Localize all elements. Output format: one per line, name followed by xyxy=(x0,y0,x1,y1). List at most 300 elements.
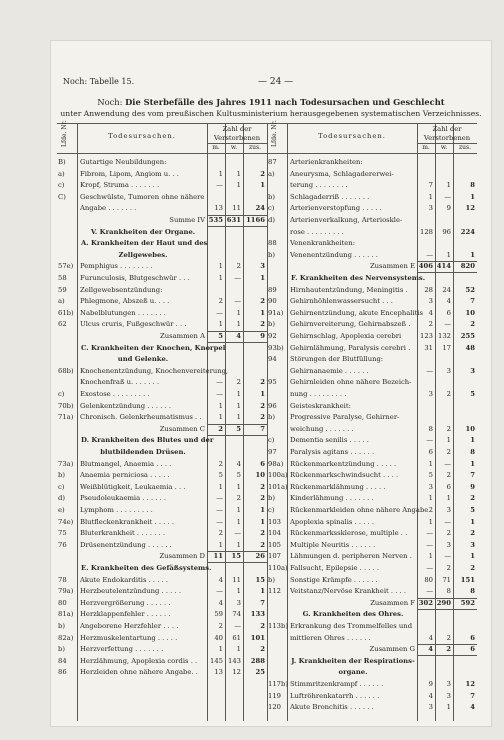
subtotal-label: Summe IV xyxy=(169,216,205,224)
count-w: 12 xyxy=(232,668,241,677)
row-code: b) xyxy=(268,320,276,329)
count-z: 1 xyxy=(470,436,475,445)
cause-name: Phlegmone, Abszeß u. . . . xyxy=(80,297,170,306)
count-m: 2 xyxy=(218,459,223,468)
count-w: 2 xyxy=(236,494,241,503)
count-m: — xyxy=(426,587,433,596)
cause-name: Gelenkentzündung . . . . . . xyxy=(80,401,171,410)
count-m: 4 xyxy=(428,645,433,654)
row-code: 88 xyxy=(268,239,277,248)
count-m: 1 xyxy=(428,494,433,503)
title-text: Die Sterbefälle des Jahres 1911 nach Todesursachen und Geschlecht xyxy=(125,97,445,107)
cause-name: Geschwülste, Tumoren ohne nähere xyxy=(80,192,205,201)
row-code: 92 xyxy=(268,332,277,340)
count-z: 10 xyxy=(255,471,265,480)
count-w: 414 xyxy=(436,262,451,271)
section-heading: E. Krankheiten des Gefäßsystems. xyxy=(81,564,212,572)
row-code: 112 xyxy=(268,587,281,596)
row-code: d) xyxy=(268,216,276,224)
subtotal-label: Zusammen A xyxy=(160,332,205,340)
count-w: 11 xyxy=(232,204,241,213)
count-m: 1 xyxy=(218,262,223,271)
sum-rule xyxy=(207,226,267,227)
header-top-rule xyxy=(57,123,267,124)
row-code: 84 xyxy=(58,656,67,665)
row-code: 62 xyxy=(58,320,67,329)
cause-name: Paralysis agitans . . . . . . xyxy=(290,448,375,456)
count-w: 3 xyxy=(446,691,451,700)
count-w: 1 xyxy=(446,494,451,503)
header-bottom-rule xyxy=(57,153,267,154)
row-code: 113b) xyxy=(268,622,288,630)
count-z: 8 xyxy=(470,181,475,190)
count-m: — xyxy=(216,517,223,526)
count-w: 290 xyxy=(436,598,451,607)
section-heading: A. Krankheiten der Haut und des xyxy=(81,239,208,248)
count-w: — xyxy=(444,552,451,561)
cause-name: Aneurysma, Schlagadererwei- xyxy=(290,169,394,178)
count-z: 24 xyxy=(255,204,265,213)
count-w: 8 xyxy=(446,587,451,596)
mortality-table xyxy=(57,120,477,721)
count-m: — xyxy=(216,587,223,596)
count-z: 8 xyxy=(470,448,475,456)
count-m: 7 xyxy=(428,181,433,190)
count-m: 80 xyxy=(424,575,433,584)
count-z: 7 xyxy=(260,598,265,607)
sex-column-header-zus: zus. xyxy=(458,144,471,151)
cause-name: mittleren Ohres . . . . . . xyxy=(290,633,371,642)
count-z: 2 xyxy=(260,645,265,654)
cause-name: terung . . . . . . . . xyxy=(290,181,348,190)
cause-name: Akute Bronchitis . . . . . . xyxy=(290,703,374,712)
count-w: 1 xyxy=(236,645,241,654)
count-z: 2 xyxy=(260,529,265,538)
subtotal-label: Zusammen D xyxy=(159,552,205,561)
count-m: 5 xyxy=(218,332,223,340)
row-code: c) xyxy=(58,181,65,190)
count-w: 132 xyxy=(438,332,451,340)
count-z: 1 xyxy=(260,181,265,190)
count-w: 1 xyxy=(446,436,451,445)
row-code: b) xyxy=(268,413,276,422)
count-z: 7 xyxy=(470,297,475,306)
count-z: 101 xyxy=(250,633,265,642)
count-z: 3 xyxy=(470,366,475,375)
count-w: — xyxy=(234,529,241,538)
row-code: 91a) xyxy=(268,308,284,317)
count-m: — xyxy=(426,540,433,549)
row-code: 93b) xyxy=(268,343,284,352)
count-w: 24 xyxy=(442,285,451,294)
count-z: 2 xyxy=(260,622,265,630)
count-z: 2 xyxy=(260,320,265,329)
count-w: 1 xyxy=(236,390,241,398)
cause-name: Venenkrankheiten: xyxy=(290,239,355,248)
count-m: 9 xyxy=(428,680,433,688)
count-w: 11 xyxy=(232,575,241,584)
count-m: 11 xyxy=(213,552,223,561)
cause-name: Gehirnleiden ohne nähere Bezeich- xyxy=(290,378,412,387)
row-code: 78 xyxy=(58,575,67,584)
count-z: 1 xyxy=(470,192,475,201)
cause-name: Chronisch. Gelenkrheumatismus . . xyxy=(80,413,202,422)
count-w: 2 xyxy=(446,529,451,538)
count-w: 2 xyxy=(236,262,241,271)
table-left-half xyxy=(57,120,267,721)
cause-name: Pseudoleukaemia . . . . . . xyxy=(80,494,167,503)
count-w: 61 xyxy=(232,633,241,642)
count-z: 2 xyxy=(260,540,265,549)
count-m: 302 xyxy=(418,598,433,607)
cause-name: Multiple Neuritis . . . . . . xyxy=(290,540,376,549)
count-m: 145 xyxy=(210,656,223,665)
row-code: b) xyxy=(268,192,276,201)
column-rule xyxy=(417,123,418,721)
cause-name: Angeborene Herzfehler . . . . xyxy=(80,622,179,630)
count-m: — xyxy=(216,494,223,503)
row-code: 105 xyxy=(268,540,281,549)
row-code: 104 xyxy=(268,529,281,538)
count-z: 26 xyxy=(255,552,265,561)
count-z: 3 xyxy=(260,262,265,271)
count-m: 1 xyxy=(218,540,223,549)
section-heading: V. Krankheiten der Organe. xyxy=(90,227,196,236)
sum-rule xyxy=(417,655,477,656)
cause-name: Rückenmarkschwindsucht . . . . xyxy=(290,471,399,480)
cause-name: Herzmuskelentartung . . . . . xyxy=(80,633,178,642)
count-m: 31 xyxy=(424,343,433,352)
count-w: 2 xyxy=(236,378,241,387)
count-w: 2 xyxy=(446,633,451,642)
count-m: 4 xyxy=(428,691,433,700)
count-w: 1 xyxy=(236,401,241,410)
cause-name: Knochenfraß u. . . . . . . xyxy=(80,378,160,387)
count-m: — xyxy=(426,250,433,259)
row-code: 61b) xyxy=(58,308,74,317)
count-z: 7 xyxy=(470,691,475,700)
cause-name: Geisteskrankheit: xyxy=(290,401,351,410)
count-z: 10 xyxy=(465,308,475,317)
cause-name: Bluterkrankheit . . . . . . . xyxy=(80,529,166,538)
sex-column-header-m: m. xyxy=(422,144,430,151)
count-m: 4 xyxy=(428,308,433,317)
row-code: b) xyxy=(58,622,66,630)
count-m: 2 xyxy=(218,622,223,630)
count-m: 28 xyxy=(424,285,433,294)
row-code: 120 xyxy=(268,703,281,712)
count-z: 820 xyxy=(460,262,475,271)
count-z: 133 xyxy=(250,610,265,619)
count-m: 1 xyxy=(218,320,223,329)
count-z: 6 xyxy=(470,645,475,654)
count-m: 1 xyxy=(218,401,223,410)
count-z: 7 xyxy=(470,471,475,480)
row-code: b) xyxy=(58,471,66,480)
count-m: 1 xyxy=(218,482,223,491)
row-code: 110a) xyxy=(268,564,288,572)
row-code: 80 xyxy=(58,598,67,607)
count-z: 224 xyxy=(460,227,475,236)
count-w: 1 xyxy=(236,482,241,491)
count-w: 2 xyxy=(446,645,451,654)
column-rule xyxy=(77,123,78,721)
row-code: 57e) xyxy=(58,262,74,271)
row-code: 73a) xyxy=(58,459,74,468)
count-w: 1 xyxy=(446,703,451,712)
count-z: 10 xyxy=(465,424,475,433)
count-m: — xyxy=(426,529,433,538)
row-code: 89 xyxy=(268,285,277,294)
count-w: 71 xyxy=(442,575,451,584)
cause-name: rose . . . . . . . . . xyxy=(290,227,344,236)
section-heading: organe. xyxy=(338,668,368,677)
cause-name: Rückenmarkentzündung . . . . . xyxy=(290,459,397,468)
sex-column-header-w: w. xyxy=(440,144,448,151)
cause-name: Herzleiden ohne nähere Angabe. . xyxy=(80,668,198,677)
cause-name: Blutfleckenkrankheit . . . . . xyxy=(80,517,174,526)
cause-name: Gutartige Neubildungen: xyxy=(80,158,167,166)
cause-name: Fallsucht, Epilepsie . . . . . xyxy=(290,564,380,572)
cause-name: Angabe . . . . . . . xyxy=(80,204,137,213)
row-code: 97 xyxy=(268,448,277,456)
cause-column-header: Todesursachen. xyxy=(108,132,176,140)
count-w: 6 xyxy=(446,308,451,317)
count-m: 4 xyxy=(218,575,223,584)
count-w: 2 xyxy=(446,448,451,456)
row-code: b) xyxy=(58,645,66,654)
row-code: d) xyxy=(58,494,66,503)
cause-name: Anaemia perniciosa . . . . . xyxy=(80,471,170,480)
section-heading: blutbildenden Drüsen. xyxy=(100,448,186,456)
count-z: 2 xyxy=(470,564,475,572)
count-z: 52 xyxy=(465,285,475,294)
count-w: 15 xyxy=(231,552,241,561)
cause-name: Furunculosis, Blutgeschwür . . . xyxy=(80,274,190,282)
nr-column-header: Lfde. Nr. xyxy=(271,120,278,147)
subtotal-label: Zusammen E xyxy=(369,262,415,271)
sum-rule xyxy=(207,342,267,343)
count-z: 255 xyxy=(460,332,475,340)
cause-name: Knochenentzündung, Knochenvereiterung, xyxy=(80,366,229,375)
count-z: 1 xyxy=(260,308,265,317)
zahl-header: Zahl der xyxy=(432,125,462,133)
count-m: 535 xyxy=(208,216,223,224)
row-code: 58 xyxy=(58,274,67,282)
cause-name: Gehirnlähmung, Paralysis cerebri . xyxy=(290,343,411,352)
section-heading: Zellgewebes. xyxy=(118,250,168,259)
count-z: 1 xyxy=(470,459,475,468)
count-m: 1 xyxy=(428,459,433,468)
count-z: 15 xyxy=(255,575,265,584)
cause-name: Venenentzündung . . . . . . xyxy=(290,250,378,259)
count-w: 1 xyxy=(236,320,241,329)
column-rule xyxy=(207,123,208,721)
count-w: 74 xyxy=(232,610,241,619)
table-right-half xyxy=(267,120,477,721)
count-w: — xyxy=(444,459,451,468)
cause-name: Nabelblutungen . . . . . . . xyxy=(80,308,166,317)
count-z: 151 xyxy=(460,575,475,584)
count-w: 4 xyxy=(446,297,451,306)
count-z: 2 xyxy=(260,401,265,410)
count-w: 1 xyxy=(236,540,241,549)
count-m: 3 xyxy=(428,703,433,712)
count-m: 1 xyxy=(218,169,223,178)
count-z: 2 xyxy=(470,529,475,538)
document-page xyxy=(50,40,492,727)
zahl-header: Zahl der xyxy=(222,125,252,133)
count-z: 12 xyxy=(465,680,475,688)
count-m: 2 xyxy=(218,424,223,433)
count-w: 2 xyxy=(446,424,451,433)
page-title xyxy=(59,97,483,107)
cause-name: Störungen der Blutfüllung: xyxy=(290,355,384,364)
count-z: 2 xyxy=(260,297,265,306)
count-z: 1 xyxy=(260,517,265,526)
cause-name: Gehirnschlag, Apoplexia cerebri xyxy=(290,332,402,340)
row-code: 90 xyxy=(268,297,277,306)
count-m: 3 xyxy=(428,482,433,491)
count-w: 17 xyxy=(442,343,451,352)
table-continuation-label: Noch: Tabelle 15. xyxy=(63,77,135,86)
count-w: 1 xyxy=(236,517,241,526)
row-code: 101a) xyxy=(268,482,288,491)
count-w: 4 xyxy=(236,459,241,468)
count-z: 5 xyxy=(470,506,475,514)
count-z: 7 xyxy=(260,424,265,433)
cause-name: Lymphom . . . . . . . . . xyxy=(80,506,153,514)
column-rule xyxy=(435,123,436,721)
count-z: 2 xyxy=(260,494,265,503)
count-z: 1 xyxy=(470,517,475,526)
count-w: 1 xyxy=(236,169,241,178)
row-code: B) xyxy=(58,158,66,166)
cause-name: Gehirnanaemie . . . . . . xyxy=(290,366,369,375)
count-z: 2 xyxy=(470,494,475,503)
count-m: 3 xyxy=(428,297,433,306)
count-z: 1 xyxy=(260,506,265,514)
row-code: 68b) xyxy=(58,366,74,375)
row-code: b) xyxy=(268,250,276,259)
count-m: 59 xyxy=(214,610,223,619)
count-m: — xyxy=(426,366,433,375)
cause-name: nung . . . . . . . . . xyxy=(290,390,347,398)
count-z: 592 xyxy=(460,598,475,607)
row-code: c) xyxy=(268,436,275,445)
count-w: 3 xyxy=(446,366,451,375)
row-code: a) xyxy=(268,169,275,178)
section-heading: und Gelenke. xyxy=(117,355,169,364)
count-w: 9 xyxy=(446,204,451,213)
row-code: 107 xyxy=(268,552,281,561)
count-z: 48 xyxy=(465,343,475,352)
cause-name: Drüsenentzündung . . . . . . xyxy=(80,540,172,549)
count-z: 6 xyxy=(470,633,475,642)
title-prefix: Noch: xyxy=(97,97,123,107)
count-m: 128 xyxy=(420,227,433,236)
count-w: 3 xyxy=(446,506,451,514)
cause-name: Rückenmarkleiden ohne nähere Angabe xyxy=(290,506,429,514)
count-w: 3 xyxy=(446,680,451,688)
row-code: a) xyxy=(58,297,65,306)
cause-name: Veitstanz/Nervöse Krankheit . . . . xyxy=(290,587,407,596)
column-rule xyxy=(225,123,226,721)
cause-name: Luftröhrenkatarrh . . . . . . xyxy=(290,691,380,700)
count-z: 1166 xyxy=(246,216,265,224)
count-m: 1 xyxy=(218,413,223,422)
count-m: 2 xyxy=(218,297,223,306)
count-w: 1 xyxy=(446,181,451,190)
count-m: 1 xyxy=(218,274,223,282)
cause-name: Blutmangel, Anaemia . . . . xyxy=(80,459,172,468)
section-heading: G. Krankheiten des Ohres. xyxy=(302,610,404,619)
count-m: 8 xyxy=(428,424,433,433)
count-w: — xyxy=(444,320,451,329)
section-heading: D. Krankheiten des Blutes und der xyxy=(81,436,214,445)
cause-name: Gehirnhöhlenwassersucht . . . xyxy=(290,297,393,306)
row-code: 74e) xyxy=(58,517,74,526)
cause-name: Hirnhautentzündung, Meningitis . xyxy=(290,285,408,294)
row-code: 81a) xyxy=(58,610,74,619)
count-w: 631 xyxy=(226,216,241,224)
count-w: 1 xyxy=(236,308,241,317)
column-rule xyxy=(287,123,288,721)
sum-rule xyxy=(207,435,267,436)
count-z: 25 xyxy=(255,668,265,677)
count-w: 4 xyxy=(236,332,241,340)
count-m: — xyxy=(216,506,223,514)
subtotal-label: Zusammen C xyxy=(159,424,205,433)
page-subtitle: unter Anwendung des vom preußischen Kultusministerium herausgegebenen systematischen Verzeichnisses. xyxy=(60,109,482,118)
row-code: b) xyxy=(268,575,276,584)
count-m: 6 xyxy=(428,448,433,456)
row-code: 76 xyxy=(58,540,67,549)
cause-name: Pemphigus . . . . . . . . xyxy=(80,262,153,271)
count-z: 8 xyxy=(470,587,475,596)
cause-name: Exostose . . . . . . . . . xyxy=(80,390,150,398)
cause-name: Arterienverkalkung, Arteriosklе- xyxy=(290,216,403,224)
cause-name: Herzklappenfehler . . . . . . xyxy=(80,610,171,619)
row-code: C) xyxy=(58,192,66,201)
subtotal-label: Zusammen F xyxy=(370,598,415,607)
cause-name: Herzbeutelentzündung . . . . . xyxy=(80,587,181,596)
row-code: c) xyxy=(58,482,65,491)
count-z: 9 xyxy=(470,482,475,491)
count-z: 2 xyxy=(260,482,265,491)
sex-column-header-m: m. xyxy=(212,144,220,151)
count-m: — xyxy=(216,308,223,317)
count-m: 1 xyxy=(428,192,433,201)
row-code: c) xyxy=(58,390,65,398)
count-w: 143 xyxy=(228,656,241,665)
count-m: 123 xyxy=(420,332,433,340)
cause-name: Rückenmarklähmung . . . . . xyxy=(290,482,386,491)
verstorbenen-header: Verstorbenen xyxy=(423,134,471,142)
count-z: 6 xyxy=(260,459,265,468)
count-z: 2 xyxy=(260,378,265,387)
count-m: 2 xyxy=(218,529,223,538)
count-w: 5 xyxy=(236,424,241,433)
count-z: 2 xyxy=(260,169,265,178)
section-heading: J. Krankheiten der Respirations- xyxy=(291,656,415,665)
nr-column-header: Lfde. Nr. xyxy=(61,120,68,147)
count-m: 1 xyxy=(428,552,433,561)
cause-name: Fibrom, Lipom, Angiom u. . . xyxy=(80,169,179,178)
count-w: 2 xyxy=(446,471,451,480)
count-z: 1 xyxy=(260,587,265,596)
count-z: 1 xyxy=(260,390,265,398)
